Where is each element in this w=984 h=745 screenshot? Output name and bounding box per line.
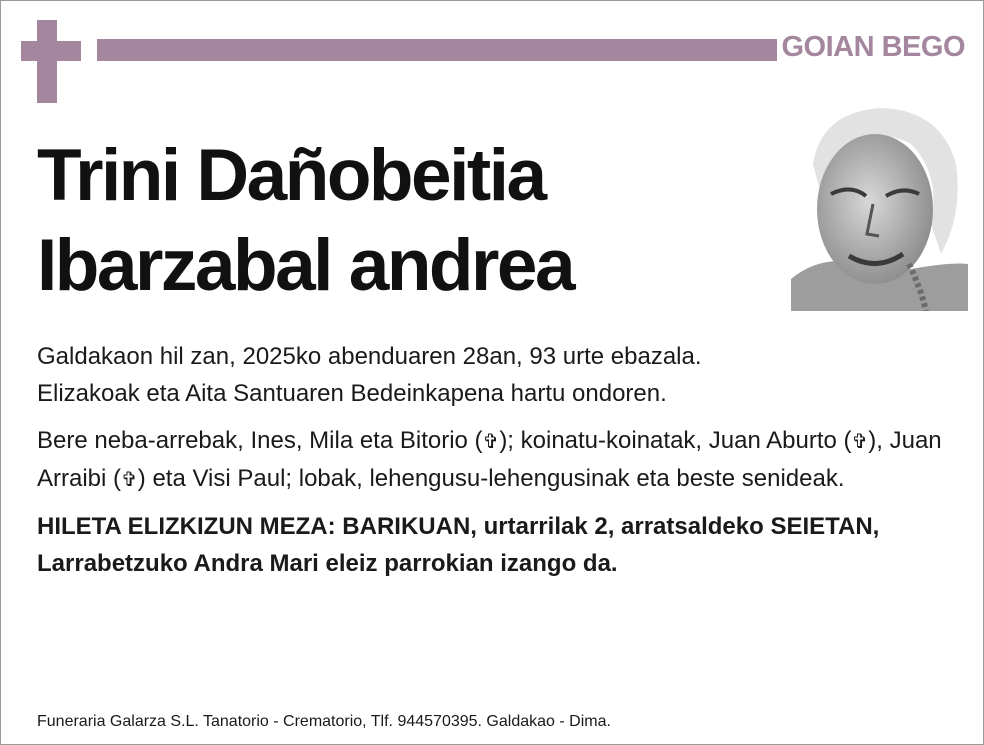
family-text-1: Bere neba-arrebak, Ines, Mila eta Bitorio ( [37, 427, 483, 454]
family-list [37, 422, 957, 498]
header-label: GOIAN BEGO [781, 31, 965, 63]
deceased-name-line2: Ibarzabal andrea [37, 225, 574, 306]
family-text-3: ), Juan Arraibi ( [37, 427, 942, 492]
death-notice-line1: Galdakaon hil zan, 2025ko abenduaren 28an, 93 urte ebazala. [37, 343, 702, 370]
portrait-photo-icon [791, 104, 968, 311]
death-notice-line2: Elizakoak eta Aita Santuaren Bedeinkapena hartu ondoren. [37, 380, 667, 407]
cross-symbol-icon: ✞ [482, 429, 500, 453]
cross-icon [21, 20, 81, 103]
deceased-photo [791, 104, 968, 311]
family-text-4: ) eta Visi Paul; lobak, lehengusu-lehengusinak eta beste senideak. [137, 465, 845, 492]
deceased-name-line1: Trini Dañobeitia [37, 135, 545, 216]
obituary-body [37, 338, 957, 582]
cross-symbol-icon: ✞ [121, 467, 138, 491]
deceased-name [37, 131, 573, 311]
death-notice [37, 338, 957, 412]
funeral-home-info: Funeraria Galarza S.L. Tanatorio - Crematorio, Tlf. 944570395. Galdakao - Dima. [37, 713, 611, 730]
family-text-2: ); koinatu-koinatak, Juan Aburto ( [499, 427, 852, 454]
funeral-mass-info: HILETA ELIZKIZUN MEZA: BARIKUAN, urtarrilak 2, arratsaldeko SEIETAN, Larrabetzuko Andra Mari eleiz parrokian izango da. [37, 513, 880, 577]
cross-symbol-icon: ✞ [851, 429, 869, 453]
header-bar [97, 39, 777, 61]
